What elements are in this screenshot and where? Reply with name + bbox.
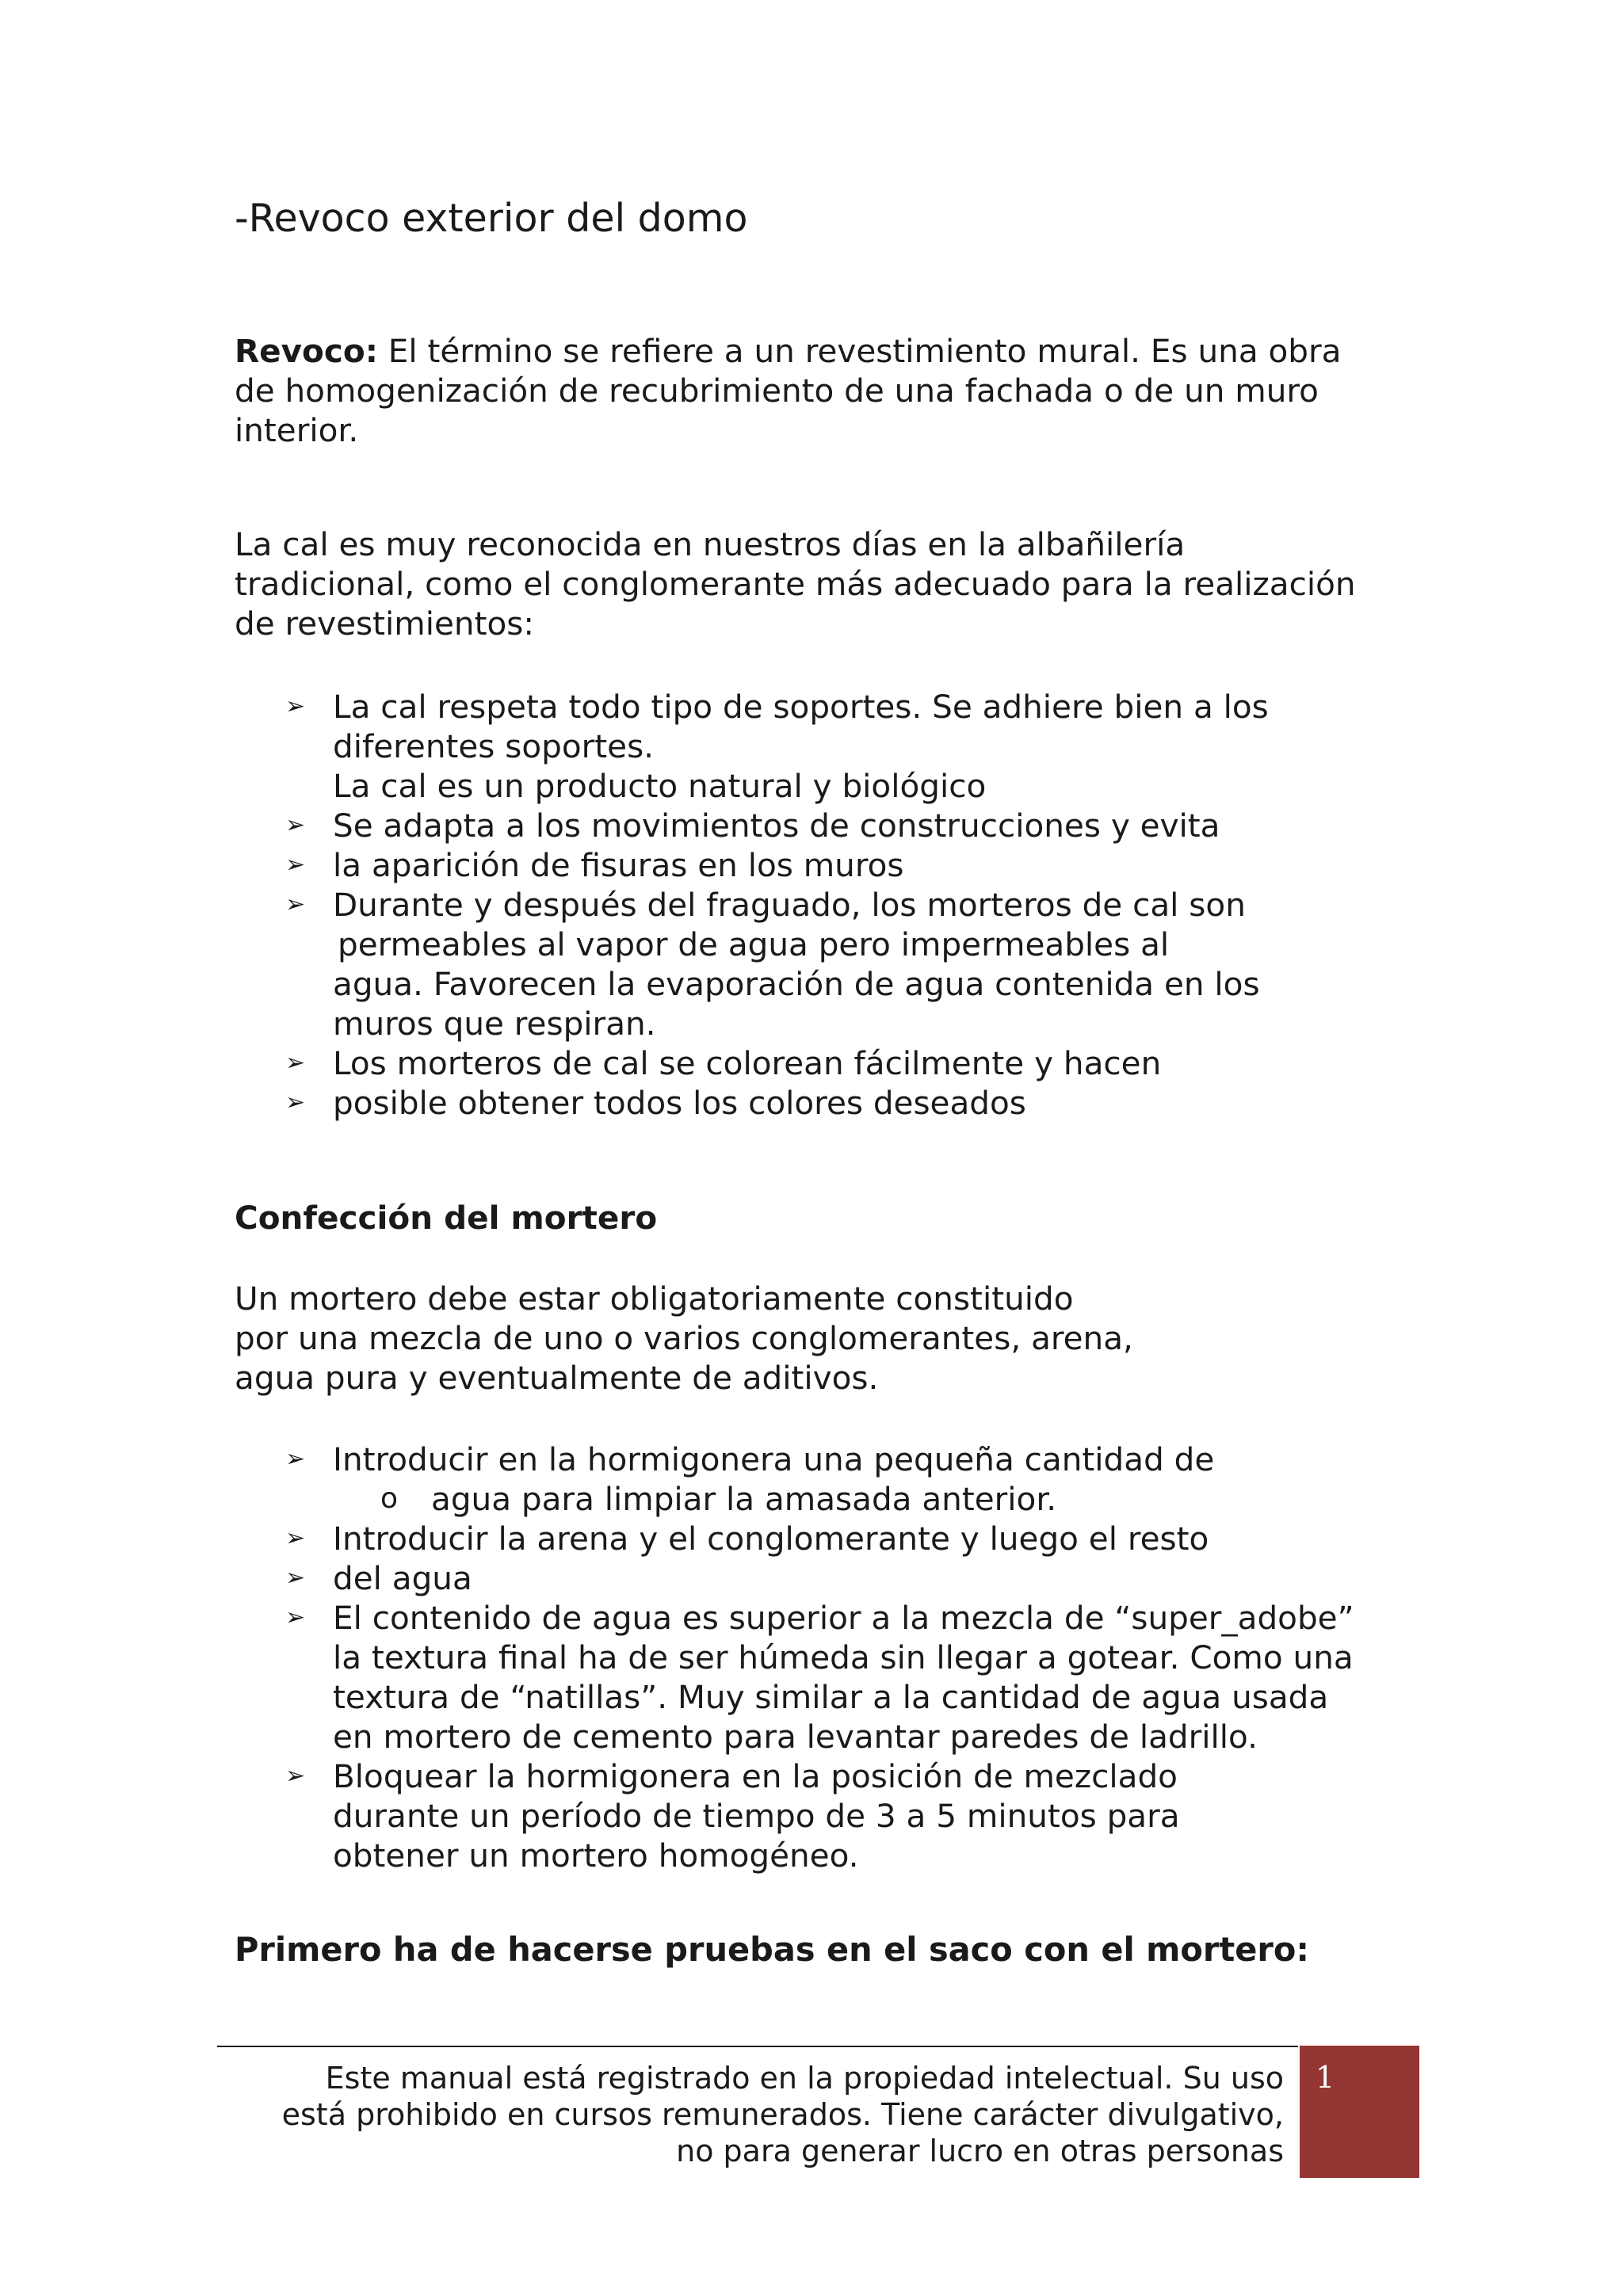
arrow-bullet-icon: ➢ xyxy=(285,1089,306,1116)
intro-line-1: La cal es muy reconocida en nuestros días en la albañilería xyxy=(235,525,1186,563)
definition-line-2: de homogenización de recubrimiento de una fachada o de un muro xyxy=(235,372,1319,410)
cal-list-item-2: La cal es un producto natural y biológico xyxy=(333,767,987,805)
mortar-intro-line-3: agua pura y eventualmente de aditivos. xyxy=(235,1359,879,1397)
footer-line-3: no para generar lucro en otras personas xyxy=(676,2134,1284,2168)
mortar-list-item-3: del agua xyxy=(333,1559,472,1597)
cal-list-item-1-cont: diferentes soportes. xyxy=(333,727,655,765)
intro-line-3: de revestimientos: xyxy=(235,605,534,643)
mortar-sublist-item-1: agua para limpiar la amasada anterior. xyxy=(431,1480,1057,1518)
arrow-bullet-icon: ➢ xyxy=(285,891,306,918)
arrow-bullet-icon: ➢ xyxy=(285,851,306,879)
cal-list-item-4: la aparición de fisuras en los muros xyxy=(333,846,904,884)
mortar-list-item-5: Bloquear la hormigonera en la posición de mezclado xyxy=(333,1757,1178,1795)
cal-list-item-1: La cal respeta todo tipo de soportes. Se adhiere bien a los xyxy=(333,688,1269,726)
footer-line-2: está prohibido en cursos remunerados. Tiene carácter divulgativo, xyxy=(281,2097,1284,2132)
cal-list-item-5: Durante y después del fraguado, los morteros de cal son xyxy=(333,886,1246,924)
definition-line-3: interior. xyxy=(235,411,359,449)
arrow-bullet-icon: ➢ xyxy=(285,1564,306,1592)
cal-list-item-5-cont: permeables al vapor de agua pero impermeables al xyxy=(338,925,1170,963)
footer-divider xyxy=(217,2046,1298,2047)
definition-term: Revoco: xyxy=(235,332,378,370)
section-heading: Confección del mortero xyxy=(235,1199,658,1237)
mortar-list-item-5-cont: durante un período de tiempo de 3 a 5 minutos para xyxy=(333,1797,1180,1835)
intro-line-2: tradicional, como el conglomerante más adecuado para la realización xyxy=(235,565,1356,603)
mortar-list-item-5-cont: obtener un mortero homogéneo. xyxy=(333,1836,859,1875)
mortar-intro-line-2: por una mezcla de uno o varios conglomerantes, arena, xyxy=(235,1319,1133,1357)
page-number: 1 xyxy=(1316,2060,1335,2095)
arrow-bullet-icon: ➢ xyxy=(285,811,306,839)
definition-text: El término se refiere a un revestimiento mural. Es una obra xyxy=(377,332,1342,370)
mortar-list-item-4: El contenido de agua es superior a la mezcla de “super_adobe” xyxy=(333,1599,1354,1637)
definition-line-1 xyxy=(235,331,1341,371)
arrow-bullet-icon: ➢ xyxy=(285,1524,306,1552)
mortar-list-item-4-cont: en mortero de cemento para levantar paredes de ladrillo. xyxy=(333,1718,1258,1756)
footer-line-1: Este manual está registrado en la propiedad intelectual. Su uso xyxy=(325,2061,1284,2096)
cal-list-item-7: posible obtener todos los colores deseados xyxy=(333,1084,1026,1122)
closing-heading: Primero ha de hacerse pruebas en el saco con el mortero: xyxy=(235,1930,1309,1969)
cal-list-item-6: Los morteros de cal se colorean fácilmente y hacen xyxy=(333,1044,1162,1082)
page-title: -Revoco exterior del domo xyxy=(235,196,748,241)
cal-list-item-3: Se adapta a los movimientos de construcciones y evita xyxy=(333,807,1220,845)
arrow-bullet-icon: ➢ xyxy=(285,1604,306,1631)
arrow-bullet-icon: ➢ xyxy=(285,1445,306,1473)
mortar-list-item-2: Introducir la arena y el conglomerante y luego el resto xyxy=(333,1520,1209,1558)
cal-list-item-5-cont: muros que respiran. xyxy=(333,1005,656,1043)
arrow-bullet-icon: ➢ xyxy=(285,1049,306,1077)
arrow-bullet-icon: ➢ xyxy=(285,692,306,720)
mortar-list-item-1: Introducir en la hormigonera una pequeña cantidad de xyxy=(333,1440,1215,1478)
arrow-bullet-icon: ➢ xyxy=(285,1762,306,1790)
mortar-intro-line-1: Un mortero debe estar obligatoriamente constituido xyxy=(235,1280,1074,1318)
mortar-list-item-4-cont: la textura final ha de ser húmeda sin llegar a gotear. Como una xyxy=(333,1638,1354,1676)
circle-bullet-icon: o xyxy=(380,1482,399,1515)
mortar-list-item-4-cont: textura de “natillas”. Muy similar a la cantidad de agua usada xyxy=(333,1678,1329,1716)
cal-list-item-5-cont: agua. Favorecen la evaporación de agua contenida en los xyxy=(333,965,1260,1003)
